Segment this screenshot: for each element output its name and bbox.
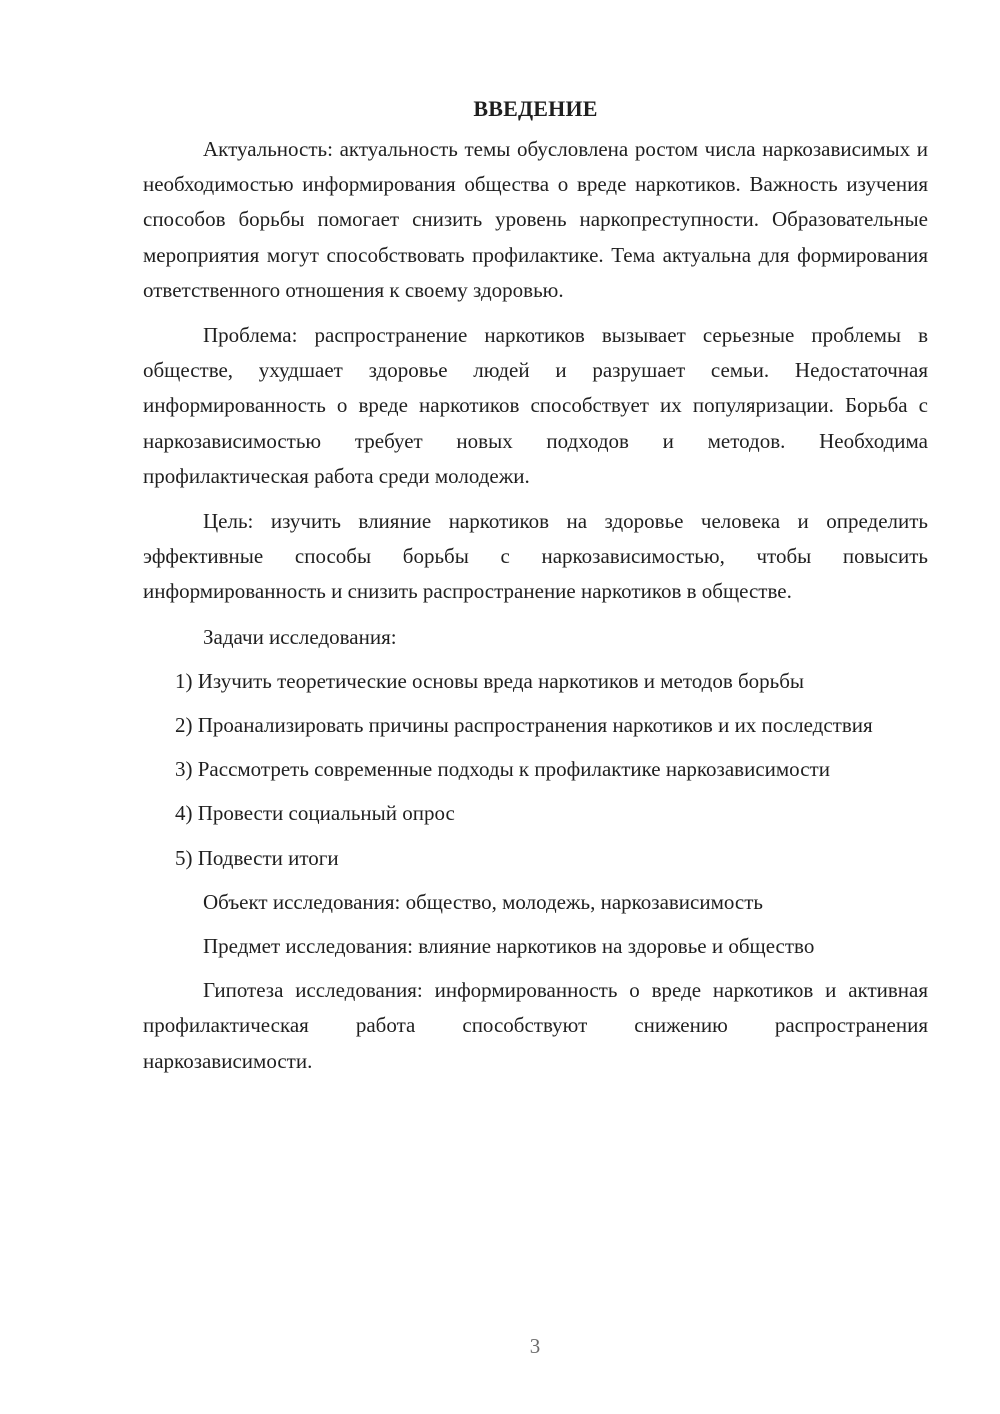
task-item-4: 4) Провести социальный опрос xyxy=(175,801,455,826)
page-title: ВВЕДЕНИЕ xyxy=(473,96,598,121)
task-item-3: 3) Рассмотреть современные подходы к профилактике наркозависимости xyxy=(175,757,830,782)
paragraph-problem: Проблема: распространение наркотиков вызывает серьезные проблемы в обществе, ухудшает здоровье людей и разрушает семьи. Недостаточная информированность о вреде наркотиков способствует их популяризации. Борьба с наркозависимостью требует новых подходов и методов. Необходима профилактическая работа среди молодежи. xyxy=(143,323,928,488)
page-number: 3 xyxy=(529,1334,541,1358)
paragraph-hypothesis: Гипотеза исследования: информированность о вреде наркотиков и активная профилактическая работа способствуют снижению распространения наркозависимости. xyxy=(143,978,928,1073)
task-item-2: 2) Проанализировать причины распространения наркотиков и их последствия xyxy=(175,713,873,738)
task-item-5: 5) Подвести итоги xyxy=(175,845,339,870)
paragraph-goal: Цель: изучить влияние наркотиков на здоровье человека и определить эффективные способы борьбы с наркозависимостью, чтобы повысить информированность и снизить распространение наркотиков в обществе. xyxy=(143,509,928,604)
paragraph-subject: Предмет исследования: влияние наркотиков на здоровье и общество xyxy=(203,934,815,959)
paragraph-tasks-heading: Задачи исследования: xyxy=(203,624,397,649)
paragraph-object: Объект исследования: общество, молодежь, наркозависимость xyxy=(203,889,763,914)
document-page xyxy=(143,92,928,1079)
task-item-1: 1) Изучить теоретические основы вреда наркотиков и методов борьбы xyxy=(175,668,805,693)
paragraph-relevance: Актуальность: актуальность темы обусловлена ростом числа наркозависимых и необходимостью информирования общества о вреде наркотиков. Важность изучения способов борьбы помогает снизить уровень наркопреступности. Образовательные мероприятия могут способствовать профилактике. Тема актуальна для формирования ответственного отношения к своему здоровью. xyxy=(143,137,928,302)
